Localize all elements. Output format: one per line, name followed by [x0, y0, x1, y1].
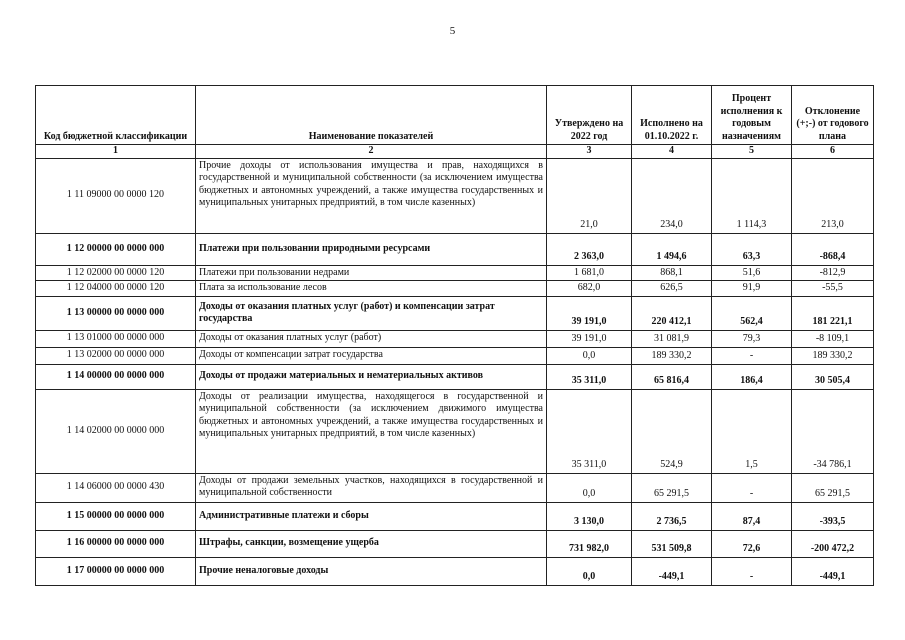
row-executed: 531 509,8 [632, 530, 712, 557]
row-executed: 524,9 [632, 389, 712, 473]
row-name: Платежи при пользовании недрами [196, 265, 547, 281]
row-code: 1 14 06000 00 0000 430 [36, 473, 196, 502]
table-row [36, 502, 874, 530]
row-approved: 0,0 [547, 347, 632, 364]
row-percent: 1 114,3 [712, 158, 792, 233]
table-row [36, 389, 874, 473]
row-deviation: -8 109,1 [792, 330, 874, 347]
row-executed: 65 816,4 [632, 364, 712, 389]
header-percent: Процент исполнения к годовым назначениям [712, 86, 792, 145]
row-deviation: -34 786,1 [792, 389, 874, 473]
table-row [36, 330, 874, 347]
column-number: 6 [792, 145, 874, 159]
row-deviation: -200 472,2 [792, 530, 874, 557]
table-row [36, 281, 874, 297]
row-name: Платежи при пользовании природными ресурсами [196, 233, 547, 265]
row-approved: 2 363,0 [547, 233, 632, 265]
row-deviation: 213,0 [792, 158, 874, 233]
table-row [36, 530, 874, 557]
row-approved: 39 191,0 [547, 296, 632, 330]
header-deviation: Отклонение (+;-) от годового плана [792, 86, 874, 145]
table-row [36, 557, 874, 585]
column-number: 5 [712, 145, 792, 159]
row-name: Доходы от оказания платных услуг (работ) [196, 330, 547, 347]
row-percent: - [712, 473, 792, 502]
row-deviation: -812,9 [792, 265, 874, 281]
row-deviation: -868,4 [792, 233, 874, 265]
row-executed: 1 494,6 [632, 233, 712, 265]
row-approved: 0,0 [547, 473, 632, 502]
row-executed: -449,1 [632, 557, 712, 585]
row-deviation: -449,1 [792, 557, 874, 585]
row-code: 1 14 00000 00 0000 000 [36, 364, 196, 389]
row-name: Штрафы, санкции, возмещение ущерба [196, 530, 547, 557]
row-code: 1 11 09000 00 0000 120 [36, 158, 196, 233]
row-code: 1 15 00000 00 0000 000 [36, 502, 196, 530]
row-code: 1 12 04000 00 0000 120 [36, 281, 196, 297]
row-deviation: 181 221,1 [792, 296, 874, 330]
row-code: 1 16 00000 00 0000 000 [36, 530, 196, 557]
row-approved: 35 311,0 [547, 364, 632, 389]
header-name: Наименование показателей [196, 86, 547, 145]
row-code: 1 13 00000 00 0000 000 [36, 296, 196, 330]
row-approved: 731 982,0 [547, 530, 632, 557]
row-approved: 3 130,0 [547, 502, 632, 530]
table-row [36, 233, 874, 265]
row-percent: 79,3 [712, 330, 792, 347]
header-approved: Утверждено на 2022 год [547, 86, 632, 145]
header-code: Код бюджетной классификации [36, 86, 196, 145]
row-percent: 562,4 [712, 296, 792, 330]
row-percent: 186,4 [712, 364, 792, 389]
row-percent: - [712, 557, 792, 585]
column-number: 3 [547, 145, 632, 159]
row-percent: 87,4 [712, 502, 792, 530]
row-code: 1 12 02000 00 0000 120 [36, 265, 196, 281]
table-row [36, 364, 874, 389]
row-code: 1 13 01000 00 0000 000 [36, 330, 196, 347]
budget-table [35, 85, 874, 586]
row-percent: 1,5 [712, 389, 792, 473]
row-deviation: 189 330,2 [792, 347, 874, 364]
row-approved: 21,0 [547, 158, 632, 233]
row-name: Доходы от продажи земельных участков, находящихся в государственной и муниципальной собственности [196, 473, 547, 502]
table-row [36, 347, 874, 364]
row-name: Доходы от продажи материальных и нематериальных активов [196, 364, 547, 389]
row-name: Плата за использование лесов [196, 281, 547, 297]
row-approved: 1 681,0 [547, 265, 632, 281]
table-row [36, 296, 874, 330]
table-row [36, 158, 874, 233]
column-number: 1 [36, 145, 196, 159]
row-deviation: 65 291,5 [792, 473, 874, 502]
column-number: 4 [632, 145, 712, 159]
column-number-row [36, 145, 874, 159]
row-approved: 39 191,0 [547, 330, 632, 347]
page-number: 5 [449, 25, 456, 37]
row-percent: - [712, 347, 792, 364]
row-code: 1 17 00000 00 0000 000 [36, 557, 196, 585]
row-approved: 682,0 [547, 281, 632, 297]
header-executed: Исполнено на 01.10.2022 г. [632, 86, 712, 145]
row-name: Доходы от оказания платных услуг (работ) и компенсации затрат государства [196, 296, 547, 330]
row-percent: 51,6 [712, 265, 792, 281]
row-code: 1 12 00000 00 0000 000 [36, 233, 196, 265]
row-executed: 220 412,1 [632, 296, 712, 330]
row-code: 1 13 02000 00 0000 000 [36, 347, 196, 364]
row-percent: 63,3 [712, 233, 792, 265]
table-row [36, 473, 874, 502]
column-number: 2 [196, 145, 547, 159]
row-executed: 189 330,2 [632, 347, 712, 364]
row-approved: 0,0 [547, 557, 632, 585]
row-executed: 868,1 [632, 265, 712, 281]
row-executed: 65 291,5 [632, 473, 712, 502]
row-code: 1 14 02000 00 0000 000 [36, 389, 196, 473]
row-deviation: -55,5 [792, 281, 874, 297]
row-name: Административные платежи и сборы [196, 502, 547, 530]
table-header-row [36, 86, 874, 145]
row-deviation: -393,5 [792, 502, 874, 530]
row-name: Прочие неналоговые доходы [196, 557, 547, 585]
row-executed: 626,5 [632, 281, 712, 297]
row-percent: 91,9 [712, 281, 792, 297]
row-executed: 234,0 [632, 158, 712, 233]
row-approved: 35 311,0 [547, 389, 632, 473]
table-row [36, 265, 874, 281]
row-name: Доходы от реализации имущества, находящегося в государственной и муниципальной собственности (за исключением движимого имущества бюджетных и автономных учреждений, а также имущества государственных и муниципальных унитарных предприятий, в том числе казенных) [196, 389, 547, 473]
row-deviation: 30 505,4 [792, 364, 874, 389]
row-name: Доходы от компенсации затрат государства [196, 347, 547, 364]
row-executed: 2 736,5 [632, 502, 712, 530]
row-name: Прочие доходы от использования имущества и прав, находящихся в государственной и муниципальной собственности (за исключением имущества бюджетных и автономных учреждений, а также имущества государственных и муниципальных унитарных предприятий, в том числе казенных) [196, 158, 547, 233]
row-executed: 31 081,9 [632, 330, 712, 347]
row-percent: 72,6 [712, 530, 792, 557]
